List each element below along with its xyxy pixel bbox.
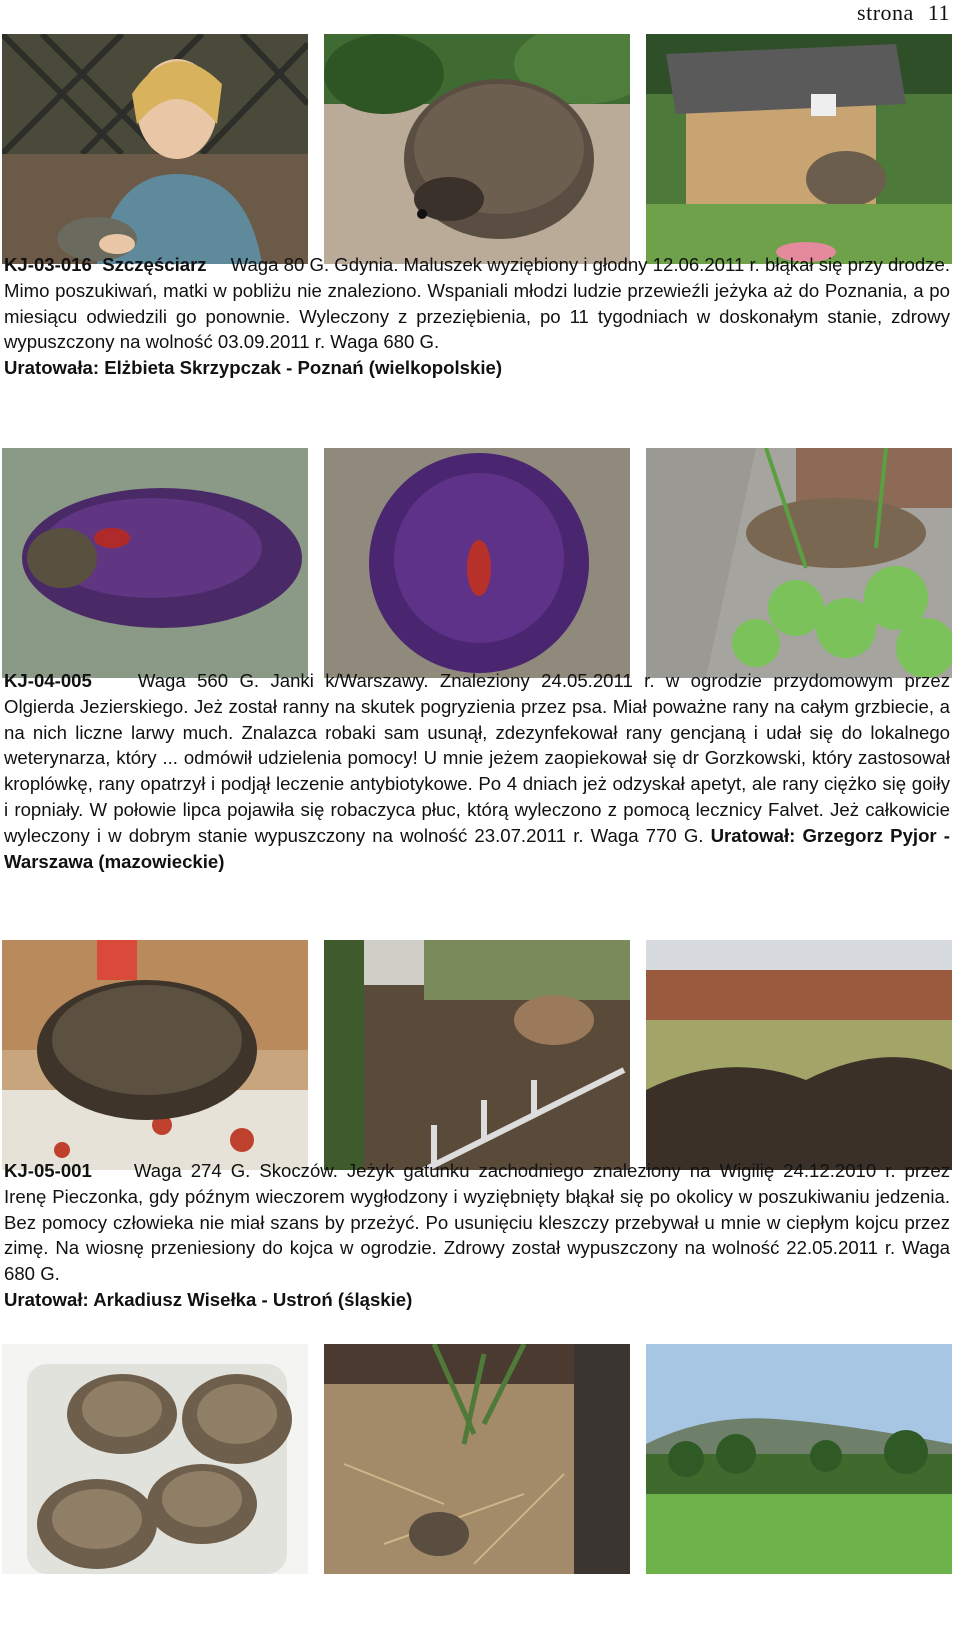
hedgehog-on-stone-photo bbox=[324, 34, 630, 264]
entry-kj-03-016 bbox=[4, 252, 950, 381]
photo-row-2 bbox=[2, 448, 954, 678]
hedgehog-in-straw-photo bbox=[324, 1344, 630, 1574]
entry-kj-05-001 bbox=[4, 1158, 950, 1313]
entry-description: Waga 80 G. Gdynia. Maluszek wyziębiony i głodny 12.06.2011 r. błąkał się przy drodze. Mimo poszukiwań, matki w pobliżu nie znaleziono. Wspaniali młodzi ludzie przewieźli jeżyka aż do Poznania, a po miesiącu odwiedzili go ponownie. Wyleczony z przeziębienia, po 11 tygodniach w doskonałym stanie, zdrowy wypuszczony na wolność 03.09.2011 r. Waga 680 G. bbox=[4, 254, 950, 353]
entry-description: Waga 560 G. Janki k/Warszawy. Znaleziony 24.05.2011 r. w ogrodzie przydomowym przez Olgierda Jezierskiego. Jeż został ranny na skutek pogryzienia przez psa. Miał poważne rany na całym grzbiecie, a na nich liczne larwy much. Znalazca robaki sam usunął, zdezynfekował rany gencjaną i udał się do lokalnego weterynarza, który ... odmówił udzielenia pomocy! U mnie jeżem zaopiekował się dr Gorzkowski, który zastosował kroplówkę, rany opatrzył i podjął leczenie antybiotykowe. Po 4 dniach jeż odzyskał apetyt, ale rany ciężko się goiły i ropniały. W połowie lipca pojawiła się robaczyca płuc, którą wyleczono z pomocą lecznicy Falvet. Jeż całkowicie wyleczony i w dobrym stanie wypuszczony na wolność 23.07.2011 r. Waga 770 G. bbox=[4, 670, 950, 846]
hedgehog-under-plants-photo bbox=[646, 448, 952, 678]
field-release-photo bbox=[646, 940, 952, 1170]
rescuer-credit: Uratował: Grzegorz Pyjor - Warszawa (mazowieckie) bbox=[4, 824, 950, 872]
page-label: strona bbox=[857, 0, 914, 25]
garden-enclosure-photo bbox=[324, 940, 630, 1170]
entry-code: KJ-04-005 bbox=[4, 670, 92, 691]
entry-kj-04-005 bbox=[4, 668, 950, 874]
rescuer-credit: Uratował: Arkadiusz Wisełka - Ustroń (śląskie) bbox=[4, 1288, 413, 1310]
purple-hedgehog-wound-photo bbox=[2, 448, 308, 678]
page-header bbox=[857, 0, 950, 26]
hedgehogs-in-box-photo bbox=[2, 1344, 308, 1574]
purple-hedgehog-back-photo bbox=[324, 448, 630, 678]
hedgehog-name: Szczęściarz bbox=[102, 254, 207, 275]
entry-description: Waga 274 G. Skoczów. Jeżyk gatunku zachodniego znaleziony na Wigilię 24.12.2010 r. przez Irenę Pieczonka, gdy późnym wieczorem wygłodzony i wyziębnięty błąkał się po okolicy w poszukiwaniu jedzenia. Bez pomocy człowieka nie miał szans by przeżyć. Po usunięciu kleszczy przebywał u mnie w ciepłym kojcu przez zimę. Na wiosnę przeniesiony do kojca w ogrodzie. Zdrowy został wypuszczony na wolność 22.05.2011 r. Waga 680 G. bbox=[4, 1160, 950, 1285]
entry-code: KJ-03-016 bbox=[4, 254, 92, 275]
woman-holding-hedgehog-photo bbox=[2, 34, 308, 264]
mountain-meadow-photo bbox=[646, 1344, 952, 1574]
entry-code: KJ-05-001 bbox=[4, 1160, 92, 1181]
hedgehog-on-rug-photo bbox=[2, 940, 308, 1170]
photo-row-3 bbox=[2, 940, 954, 1170]
hedgehog-house-photo bbox=[646, 34, 952, 264]
photo-row-4 bbox=[2, 1344, 954, 1574]
rescuer-credit: Uratowała: Elżbieta Skrzypczak - Poznań (wielkopolskie) bbox=[4, 357, 503, 379]
photo-row-1 bbox=[2, 34, 954, 264]
page-number: 11 bbox=[927, 0, 950, 25]
